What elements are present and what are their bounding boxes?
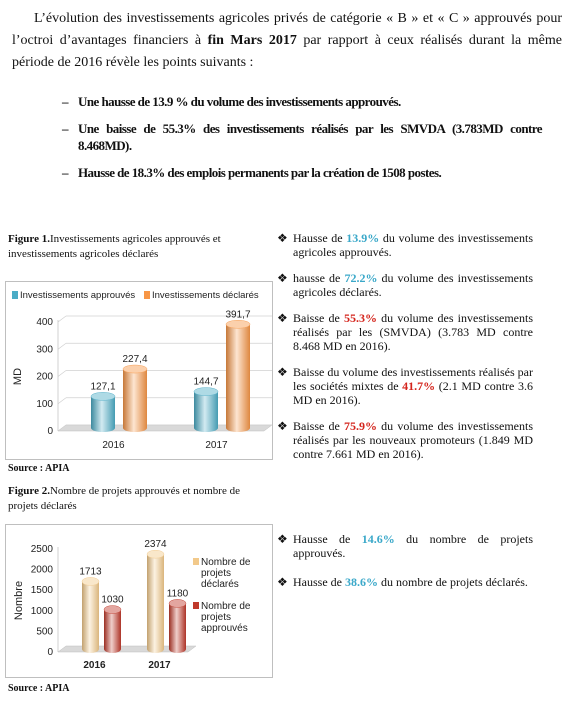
data-label: 1180 — [166, 588, 189, 600]
right-bullet: ❖ Baisse de 55.3% du volume des investissements réalisés par les (SMVDA) (3.783 MD contre 8.468 MD en 2016). — [277, 311, 533, 353]
y-tick-label: 100 — [36, 398, 53, 410]
chart2 — [6, 525, 272, 677]
main-bullet-text: Une hausse de 13.9 % du volume des investissements approuvés. — [78, 94, 401, 109]
percent-value: 41.7% — [402, 379, 436, 393]
x-tick-label: 2016 — [83, 660, 106, 671]
diamond-bullet-icon: ❖ — [277, 532, 288, 546]
gridline — [58, 398, 66, 404]
percent-value: 75.9% — [344, 419, 377, 433]
bar — [194, 388, 218, 432]
data-label: 227,4 — [122, 354, 148, 366]
x-tick-label: 2017 — [148, 660, 171, 671]
percent-value: 72.2% — [344, 271, 378, 285]
right-bullet-list-1 — [277, 231, 533, 473]
intro-date: fin Mars 2017 — [207, 33, 297, 48]
y-tick-label: 0 — [47, 647, 53, 658]
data-label: 127,1 — [90, 381, 116, 393]
y-tick-label: 200 — [36, 371, 53, 383]
y-tick-label: 2500 — [30, 544, 53, 555]
percent-value: 55.3% — [344, 311, 377, 325]
right-bullet: ❖ Baisse de 75.9% du volume des investissements réalisés par les nouveaux promoteurs (1.849 MD contre 7.661 MD en 2016). — [277, 419, 533, 461]
figure2-caption-text: Nombre de projets approuvés et nombre de projets déclarés — [8, 485, 240, 512]
x-tick-label: 2017 — [205, 440, 228, 451]
right-bullet: ❖ hausse de 72.2% du volume des investissements agricoles déclarés. — [277, 271, 533, 299]
diamond-bullet-icon: ❖ — [277, 419, 288, 433]
right-bullet: ❖ Hausse de 38.6% du nombre de projets déclarés. — [277, 575, 528, 589]
figure1-caption-label: Figure 1. — [8, 233, 50, 245]
legend-label: Nombre de — [201, 601, 251, 612]
legend-label: Nombre de — [201, 557, 251, 568]
data-label: 1713 — [79, 566, 102, 578]
bar — [123, 365, 147, 432]
y-axis-label: Nombre — [13, 580, 25, 621]
main-bullet: – Une hausse de 13.9 % du volume des investissements approuvés. — [62, 94, 401, 109]
chart1-frame — [5, 281, 273, 460]
x-tick-label: 2016 — [102, 440, 125, 451]
percent-value: 14.6% — [361, 532, 395, 546]
legend-label: approuvés — [201, 623, 248, 634]
gridline — [58, 316, 66, 322]
legend-swatch — [144, 291, 150, 299]
bar — [169, 599, 186, 653]
legend-label: déclarés — [201, 579, 239, 590]
chart2-frame — [5, 524, 273, 678]
bar — [91, 392, 115, 432]
intro-text-2: par rapport à ceux réalisés durant la même période de 2016 révèle les points suivants : — [12, 33, 562, 70]
data-label: 1030 — [101, 594, 124, 606]
figure2-caption — [8, 484, 270, 514]
main-bullet: – Une baisse de 55.3% des investissements réalisés par les SMVDA (3.783MD contre 8.468MD). — [62, 121, 542, 153]
gridline — [58, 371, 66, 377]
figure2-caption-label: Figure 2. — [8, 485, 50, 497]
y-tick-label: 1500 — [30, 585, 53, 597]
y-tick-label: 300 — [36, 344, 53, 356]
chart1 — [6, 282, 272, 459]
y-tick-label: 1000 — [30, 605, 53, 617]
legend-label: projets — [201, 568, 232, 579]
diamond-bullet-icon: ❖ — [277, 231, 288, 245]
intro-paragraph — [12, 8, 562, 74]
diamond-bullet-icon: ❖ — [277, 271, 288, 285]
bar — [104, 606, 121, 653]
right-bullet: ❖ Hausse de 14.6% du nombre de projets approuvés. — [277, 532, 533, 560]
main-bullet-text: Une baisse de 55.3% des investissements réalisés par les SMVDA (3.783MD contre 8.468MD). — [78, 121, 542, 153]
legend-swatch — [12, 291, 18, 299]
main-bullet: – Hausse de 18.3% des emplois permanents par la création de 1508 postes. — [62, 165, 442, 180]
diamond-bullet-icon: ❖ — [277, 365, 288, 379]
diamond-bullet-icon: ❖ — [277, 311, 288, 325]
data-label: 144,7 — [193, 376, 219, 388]
percent-value: 38.6% — [344, 575, 378, 589]
intro-text-1: L’évolution des investissements agricoles privés de catégorie « B » et « C » approuvés pour l’octroi d’avantages financiers à — [12, 11, 562, 48]
y-tick-label: 0 — [47, 426, 53, 437]
legend-swatch — [193, 558, 199, 565]
right-bullet: ❖ Baisse du volume des investissements réalisés par les sociétés mixtes de 41.7% (2.1 MD contre 3.6 MD en 2016). — [277, 365, 533, 407]
data-label: 391,7 — [225, 309, 251, 321]
bar — [82, 577, 99, 653]
figure1-source: Source : APIA — [8, 463, 70, 474]
data-label: 2374 — [144, 539, 167, 551]
main-bullet-list — [62, 93, 542, 191]
percent-value: 13.9% — [346, 231, 380, 245]
legend-label: projets — [201, 612, 232, 623]
y-tick-label: 500 — [36, 626, 53, 638]
y-axis-label: MD — [12, 367, 24, 386]
y-tick-label: 2000 — [30, 564, 53, 576]
legend-label: Investissements approuvés — [20, 290, 136, 301]
right-bullet-list-2 — [277, 532, 533, 601]
y-tick-label: 400 — [36, 317, 53, 328]
diamond-bullet-icon: ❖ — [277, 575, 288, 589]
main-bullet-text: Hausse de 18.3% des emplois permanents par la création de 1508 postes. — [78, 165, 442, 180]
figure1-caption-text: Investissements agricoles approuvés et investissements agricoles déclarés — [8, 233, 221, 260]
bar — [226, 320, 250, 432]
legend-label: Investissements déclarés — [152, 290, 259, 301]
right-bullet: ❖ Hausse de 13.9% du volume des investissements agricoles approuvés. — [277, 231, 533, 259]
figure2-source: Source : APIA — [8, 683, 70, 694]
legend-swatch — [193, 602, 199, 609]
bar — [147, 550, 164, 653]
figure1-caption — [8, 232, 270, 262]
gridline — [58, 343, 66, 349]
